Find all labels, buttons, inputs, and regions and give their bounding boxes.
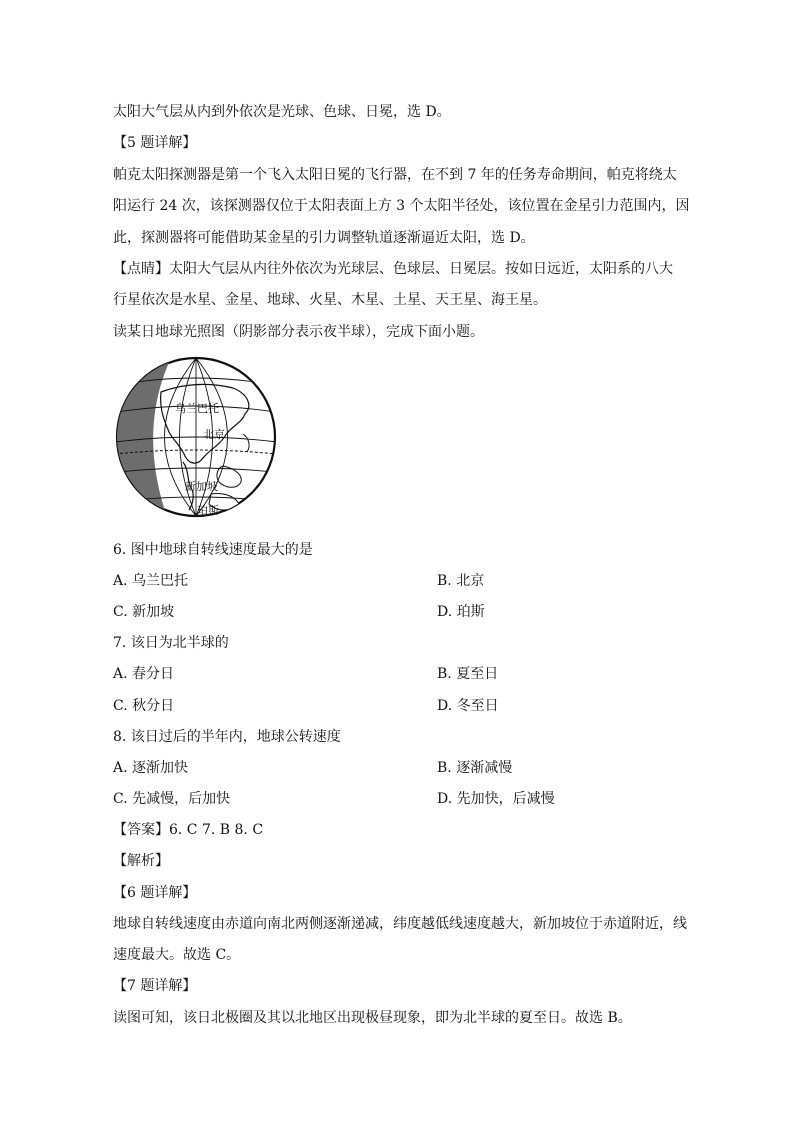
earth-illumination-figure [113, 354, 279, 520]
q6-option-d: D. 珀斯 [437, 604, 485, 620]
q8-option-b: B. 逐渐减慢 [437, 760, 513, 776]
question-7-stem: 7. 该日为北半球的 [113, 635, 229, 651]
tip-line: 【点睛】太阳大气层从内往外依次为光球层、色球层、日冕层。按如日远近，太阳系的八大 [113, 261, 673, 277]
q7-option-d: D. 冬至日 [437, 698, 499, 714]
q6-option-a: A. 乌兰巴托 [113, 573, 189, 589]
q8-option-d: D. 先加快，后减慢 [437, 791, 555, 807]
text-line: 太阳大气层从内到外依次是光球、色球、日冕，选 D。 [113, 104, 451, 120]
detail-7-heading: 【7 题详解】 [113, 978, 197, 994]
detail-6-heading: 【6 题详解】 [113, 885, 197, 901]
detail-7-text: 读图可知，该日北极圈及其以北地区出现极昼现象，即为北半球的夏至日。故选 B。 [113, 1010, 632, 1026]
detail-6-text: 地球自转线速度由赤道向南北两侧逐渐递减，纬度越低线速度越大，新加坡位于赤道附近，线 [113, 916, 687, 932]
question-8-stem: 8. 该日过后的半年内，地球公转速度 [113, 729, 341, 745]
q8-option-c: C. 先减慢，后加快 [113, 791, 231, 807]
text-line: 此，探测器将可能借助某金星的引力调整轨道逐渐逼近太阳，选 D。 [113, 230, 535, 246]
q7-option-a: A. 春分日 [113, 666, 175, 682]
intro-line: 读某日地球光照图（阴影部分表示夜半球），完成下面小题。 [113, 324, 484, 340]
q7-option-b: B. 夏至日 [437, 666, 499, 682]
text-line: 帕克太阳探测器是第一个飞入太阳日冕的飞行器，在不到 7 年的任务寿命期间，帕克将绕太 [113, 167, 677, 183]
globe-icon [113, 354, 279, 520]
answer-line: 【答案】6. C 7. B 8. C [113, 822, 264, 838]
analysis-heading: 【解析】 [113, 853, 169, 869]
q7-option-c: C. 秋分日 [113, 698, 175, 714]
q6-option-c: C. 新加坡 [113, 604, 175, 620]
label-ulaanbaatar: 乌兰巴托 [175, 402, 219, 415]
q8-option-a: A. 逐渐加快 [113, 760, 189, 776]
detail-6-text: 速度最大。故选 C。 [113, 947, 241, 963]
section-heading: 【5 题详解】 [113, 135, 197, 151]
label-singapore: 新加坡 [185, 480, 218, 493]
text-line: 行星依次是水星、金星、地球、火星、木星、土星、天王星、海王星。 [113, 292, 547, 308]
question-6-stem: 6. 图中地球自转线速度最大的是 [113, 542, 313, 558]
label-beijing: 北京 [203, 428, 225, 441]
q6-option-b: B. 北京 [437, 573, 485, 589]
label-perth: 珀斯 [197, 504, 219, 517]
text-line: 阳运行 24 次，该探测器仅位于太阳表面上方 3 个太阳半径处，该位置在金星引力范围内，因 [113, 198, 690, 214]
